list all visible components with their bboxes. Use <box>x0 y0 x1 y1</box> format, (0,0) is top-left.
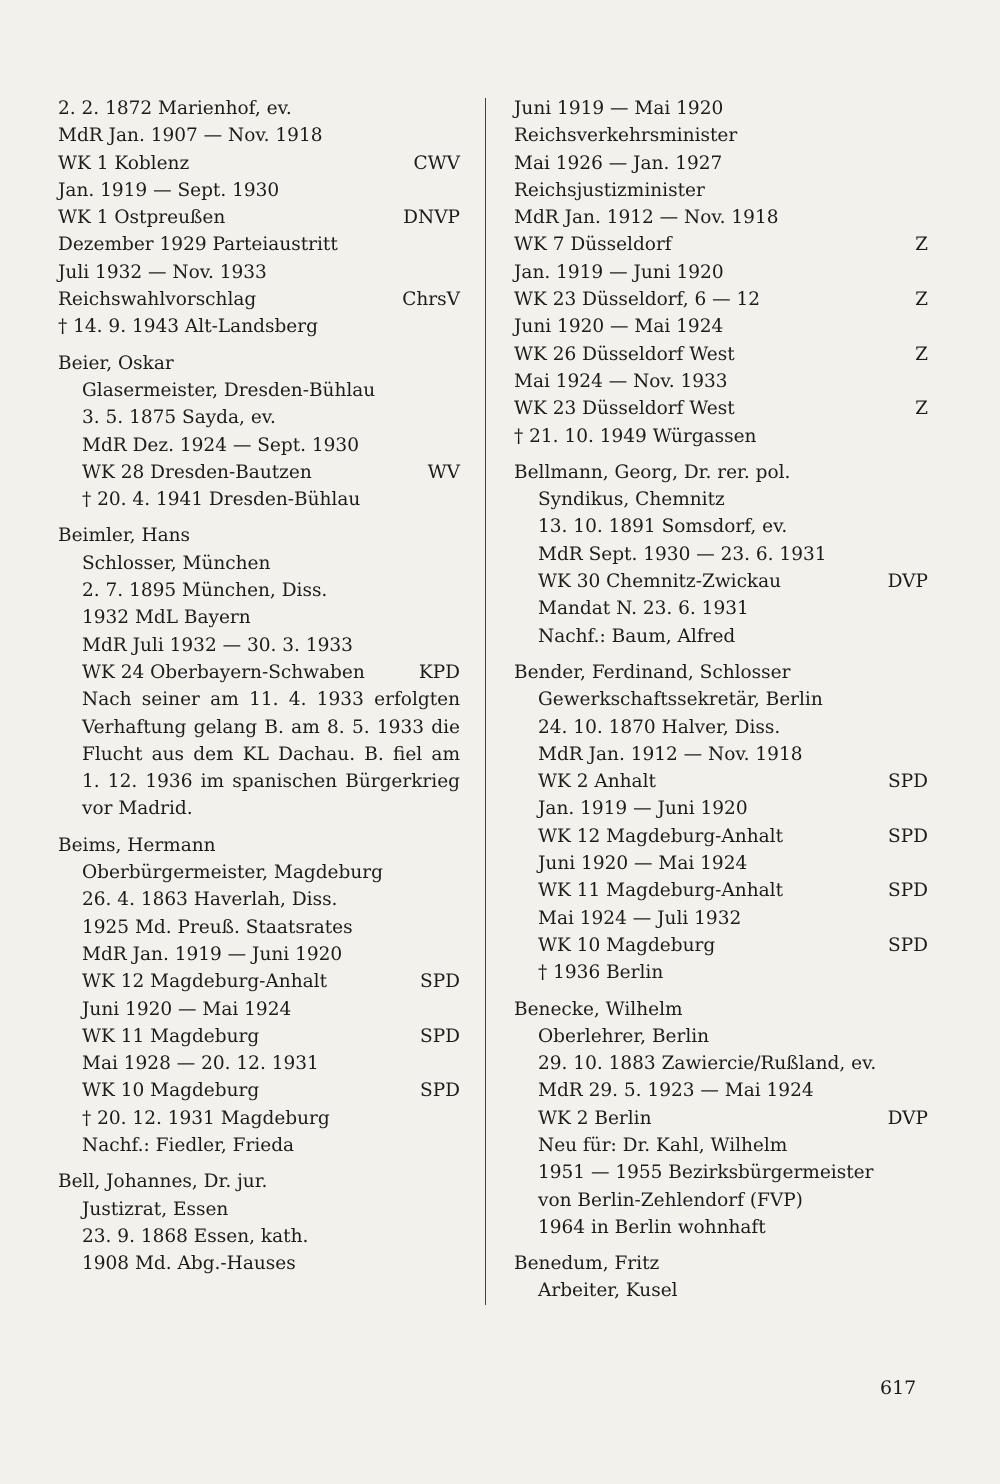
right-column <box>514 95 928 1305</box>
entry-line <box>58 1132 460 1159</box>
entry-line <box>58 204 460 231</box>
line-text: 23. 9. 1868 Essen, kath. <box>82 1225 309 1247</box>
entry-line <box>514 1077 928 1104</box>
line-text: Reichswahlvorschlag <box>58 289 257 311</box>
entry <box>514 95 928 450</box>
entry-line <box>58 95 460 122</box>
entry-line <box>58 604 460 631</box>
entry-line <box>514 850 928 877</box>
entry-heading: Benedum, Fritz <box>514 1253 660 1275</box>
entry-line <box>514 95 928 122</box>
entry-line <box>514 1214 928 1241</box>
entry-line <box>514 368 928 395</box>
entry-line <box>58 686 460 713</box>
entry-line <box>58 313 460 340</box>
line-text: † 20. 4. 1941 Dresden-Bühlau <box>82 489 361 511</box>
party-label: Z <box>915 398 928 420</box>
line-text: 1932 MdL Bayern <box>82 607 251 629</box>
entry-line <box>514 1023 928 1050</box>
line-text: 2. 2. 1872 Marienhof, ev. <box>58 98 292 119</box>
line-text: 1951 — 1955 Bezirksbürgermeister <box>538 1162 874 1184</box>
line-text: Juli 1932 — Nov. 1933 <box>58 261 267 283</box>
party-label: SPD <box>420 971 460 993</box>
line-text: 1. 12. 1936 im spanischen Bürgerkrieg <box>82 771 460 793</box>
party-label: SPD <box>420 1080 460 1102</box>
line-text: Juni 1920 — Mai 1924 <box>538 853 748 875</box>
line-text: MdR Jan. 1912 — Nov. 1918 <box>538 743 803 765</box>
entry <box>58 522 460 822</box>
line-text: 1925 Md. Preuß. Staatsrates <box>82 916 353 938</box>
line-text: Jan. 1919 — Juni 1920 <box>538 798 748 820</box>
party-label: Z <box>915 289 928 311</box>
entry-line <box>58 659 460 686</box>
line-text: WK 12 Magdeburg-Anhalt <box>538 825 784 847</box>
line-text: Mandat N. 23. 6. 1931 <box>538 598 749 620</box>
line-text: WK 2 Berlin <box>538 1107 652 1129</box>
entry-line <box>514 313 928 340</box>
line-text: Reichsverkehrsminister <box>514 125 738 147</box>
entry-line <box>514 122 928 149</box>
entry-line <box>58 177 460 204</box>
entry <box>58 1168 460 1277</box>
line-text: Jan. 1919 — Sept. 1930 <box>58 179 280 201</box>
party-label: KPD <box>418 661 460 683</box>
line-text: WK 24 Oberbayern-Schwaben <box>82 661 365 683</box>
entry <box>514 1250 928 1305</box>
entry-line <box>514 877 928 904</box>
line-text: Nach seiner am 11. 4. 1933 erfolgten <box>82 689 460 711</box>
line-text: WK 11 Magdeburg-Anhalt <box>538 880 784 902</box>
entry-line <box>514 177 928 204</box>
entry-line <box>514 204 928 231</box>
entry-line <box>514 541 928 568</box>
entry-line <box>58 550 460 577</box>
entry-line <box>58 632 460 659</box>
line-text: † 1936 Berlin <box>538 962 664 984</box>
party-label: DNVP <box>403 207 460 229</box>
entry-line <box>58 968 460 995</box>
line-text: WK 30 Chemnitz-Zwickau <box>538 571 782 593</box>
line-text: Gewerkschaftssekretär, Berlin <box>538 689 823 711</box>
entry-line <box>58 1023 460 1050</box>
line-text: Juni 1919 — Mai 1920 <box>514 98 724 119</box>
line-text: Jan. 1919 — Juni 1920 <box>514 261 724 283</box>
line-text: MdR Jan. 1912 — Nov. 1918 <box>514 207 779 229</box>
line-text: 1964 in Berlin wohnhaft <box>538 1216 766 1238</box>
line-text: WK 10 Magdeburg <box>82 1080 260 1102</box>
entry-line <box>514 1277 928 1304</box>
line-text: † 20. 12. 1931 Magdeburg <box>82 1107 330 1129</box>
entry-line <box>514 286 928 313</box>
line-text: WK 10 Magdeburg <box>538 934 716 956</box>
party-label: WV <box>427 461 460 483</box>
line-text: Syndikus, Chemnitz <box>538 489 725 511</box>
column-divider <box>485 98 486 1305</box>
line-text: von Berlin-Zehlendorf (FVP) <box>538 1189 803 1211</box>
line-text: Mai 1924 — Juli 1932 <box>538 907 742 929</box>
entry-heading: Beier, Oskar <box>58 352 174 374</box>
entry-line <box>58 1050 460 1077</box>
entry-line <box>514 932 928 959</box>
line-text: WK 11 Magdeburg <box>82 1025 260 1047</box>
party-label: SPD <box>888 934 928 956</box>
entry-line <box>58 1077 460 1104</box>
entry-line <box>58 404 460 431</box>
party-label: SPD <box>888 825 928 847</box>
party-label: SPD <box>888 771 928 793</box>
entry-line <box>514 1132 928 1159</box>
entry-line <box>58 377 460 404</box>
line-text: † 21. 10. 1949 Würgassen <box>514 425 757 447</box>
line-text: 1908 Md. Abg.-Hauses <box>82 1253 296 1275</box>
line-text: Juni 1920 — Mai 1924 <box>514 316 724 338</box>
entry-line <box>514 259 928 286</box>
entry-line <box>514 905 928 932</box>
entry-line <box>514 823 928 850</box>
line-text: 2. 7. 1895 München, Diss. <box>82 580 328 602</box>
line-text: vor Madrid. <box>82 798 193 820</box>
entry-line <box>58 259 460 286</box>
entry-line <box>514 1050 928 1077</box>
line-text: MdR Jan. 1919 — Juni 1920 <box>82 943 343 965</box>
entry-line <box>58 914 460 941</box>
party-label: SPD <box>420 1025 460 1047</box>
entry-line <box>58 150 460 177</box>
entry-line <box>58 941 460 968</box>
entry-heading: Bell, Johannes, Dr. jur. <box>58 1171 268 1193</box>
entry-line <box>58 859 460 886</box>
line-text: Mai 1926 — Jan. 1927 <box>514 152 723 174</box>
party-label: Z <box>915 343 928 365</box>
entry-line <box>58 1105 460 1132</box>
entry-line <box>514 423 928 450</box>
entry-line <box>58 714 460 741</box>
entry-line <box>514 150 928 177</box>
line-text: 3. 5. 1875 Sayda, ev. <box>82 407 276 429</box>
line-text: MdR Dez. 1924 — Sept. 1930 <box>82 434 359 456</box>
line-text: WK 2 Anhalt <box>538 771 656 793</box>
line-text: Glasermeister, Dresden-Bühlau <box>82 379 376 401</box>
entry-line <box>58 795 460 822</box>
entry-line <box>58 231 460 258</box>
line-text: Reichsjustizminister <box>514 179 705 201</box>
line-text: MdR Jan. 1907 — Nov. 1918 <box>58 125 323 147</box>
party-label: CWV <box>413 152 460 174</box>
line-text: Neu für: Dr. Kahl, Wilhelm <box>538 1134 788 1156</box>
entry-line <box>514 486 928 513</box>
party-label: SPD <box>888 880 928 902</box>
line-text: Mai 1924 — Nov. 1933 <box>514 370 728 392</box>
entry <box>58 350 460 514</box>
entry-line <box>514 768 928 795</box>
entry-heading: Beimler, Hans <box>58 525 191 547</box>
entry-line <box>514 513 928 540</box>
entry-heading: Bender, Ferdinand, Schlosser <box>514 661 791 683</box>
line-text: Verhaftung gelang B. am 8. 5. 1933 die <box>82 716 460 738</box>
entry-line <box>58 1250 460 1277</box>
entry-line <box>58 996 460 1023</box>
entry-line <box>514 795 928 822</box>
line-text: WK 7 Düsseldorf <box>514 234 672 256</box>
entry-line <box>58 122 460 149</box>
page-number: 617 <box>880 1377 917 1399</box>
entry-line <box>58 459 460 486</box>
party-label: DVP <box>887 1107 928 1129</box>
party-label: DVP <box>887 571 928 593</box>
entry <box>58 832 460 1160</box>
line-text: Juni 1920 — Mai 1924 <box>82 998 292 1020</box>
entry-line <box>514 1159 928 1186</box>
entry-line <box>514 623 928 650</box>
line-text: MdR Juli 1932 — 30. 3. 1933 <box>82 634 353 656</box>
entry-line <box>58 577 460 604</box>
line-text: Oberlehrer, Berlin <box>538 1025 710 1047</box>
entry <box>514 996 928 1242</box>
line-text: WK 23 Düsseldorf West <box>514 398 735 420</box>
entry-line <box>58 432 460 459</box>
entry-line <box>514 395 928 422</box>
line-text: MdR 29. 5. 1923 — Mai 1924 <box>538 1080 814 1102</box>
line-text: WK 28 Dresden-Bautzen <box>82 461 312 483</box>
entry-line <box>514 741 928 768</box>
line-text: 29. 10. 1883 Zawiercie/Rußland, ev. <box>538 1053 877 1075</box>
entry-line <box>514 1187 928 1214</box>
entry <box>514 659 928 987</box>
entry-line <box>514 568 928 595</box>
line-text: 26. 4. 1863 Haverlah, Diss. <box>82 889 338 911</box>
entry-line <box>58 768 460 795</box>
entry-line <box>514 595 928 622</box>
entry-line <box>514 1105 928 1132</box>
entry-heading: Benecke, Wilhelm <box>514 998 683 1020</box>
line-text: WK 1 Ostpreußen <box>58 207 226 229</box>
line-text: MdR Sept. 1930 — 23. 6. 1931 <box>538 543 827 565</box>
entry-line <box>514 341 928 368</box>
line-text: Nachf.: Baum, Alfred <box>538 625 736 647</box>
line-text: Mai 1928 — 20. 12. 1931 <box>82 1053 319 1075</box>
line-text: WK 23 Düsseldorf, 6 — 12 <box>514 289 761 311</box>
line-text: Dezember 1929 Parteiaustritt <box>58 234 338 256</box>
line-text: 24. 10. 1870 Halver, Diss. <box>538 716 781 738</box>
party-label: Z <box>915 234 928 256</box>
entry <box>514 459 928 650</box>
entry-line <box>58 286 460 313</box>
entry-line <box>58 886 460 913</box>
line-text: Oberbürgermeister, Magdeburg <box>82 862 383 884</box>
entry-line <box>514 959 928 986</box>
line-text: Arbeiter, Kusel <box>538 1280 678 1302</box>
entry-heading: Bellmann, Georg, Dr. rer. pol. <box>514 461 791 483</box>
line-text: WK 1 Koblenz <box>58 152 190 174</box>
entry-line <box>58 741 460 768</box>
line-text: WK 26 Düsseldorf West <box>514 343 735 365</box>
line-text: Nachf.: Fiedler, Frieda <box>82 1134 295 1156</box>
line-text: Flucht aus dem KL Dachau. B. fiel am <box>82 743 460 765</box>
entry-line <box>514 714 928 741</box>
line-text: WK 12 Magdeburg-Anhalt <box>82 971 328 993</box>
entry <box>58 95 460 341</box>
entry-heading: Beims, Hermann <box>58 834 216 856</box>
entry-line <box>514 231 928 258</box>
entry-line <box>58 486 460 513</box>
line-text: 13. 10. 1891 Somsdorf, ev. <box>538 516 788 538</box>
entry-line <box>58 1223 460 1250</box>
entry-line <box>514 686 928 713</box>
party-label: ChrsV <box>402 289 460 311</box>
left-column <box>58 95 460 1277</box>
line-text: † 14. 9. 1943 Alt-Landsberg <box>58 316 318 338</box>
line-text: Justizrat, Essen <box>82 1198 229 1220</box>
line-text: Schlosser, München <box>82 552 271 574</box>
entry-line <box>58 1196 460 1223</box>
